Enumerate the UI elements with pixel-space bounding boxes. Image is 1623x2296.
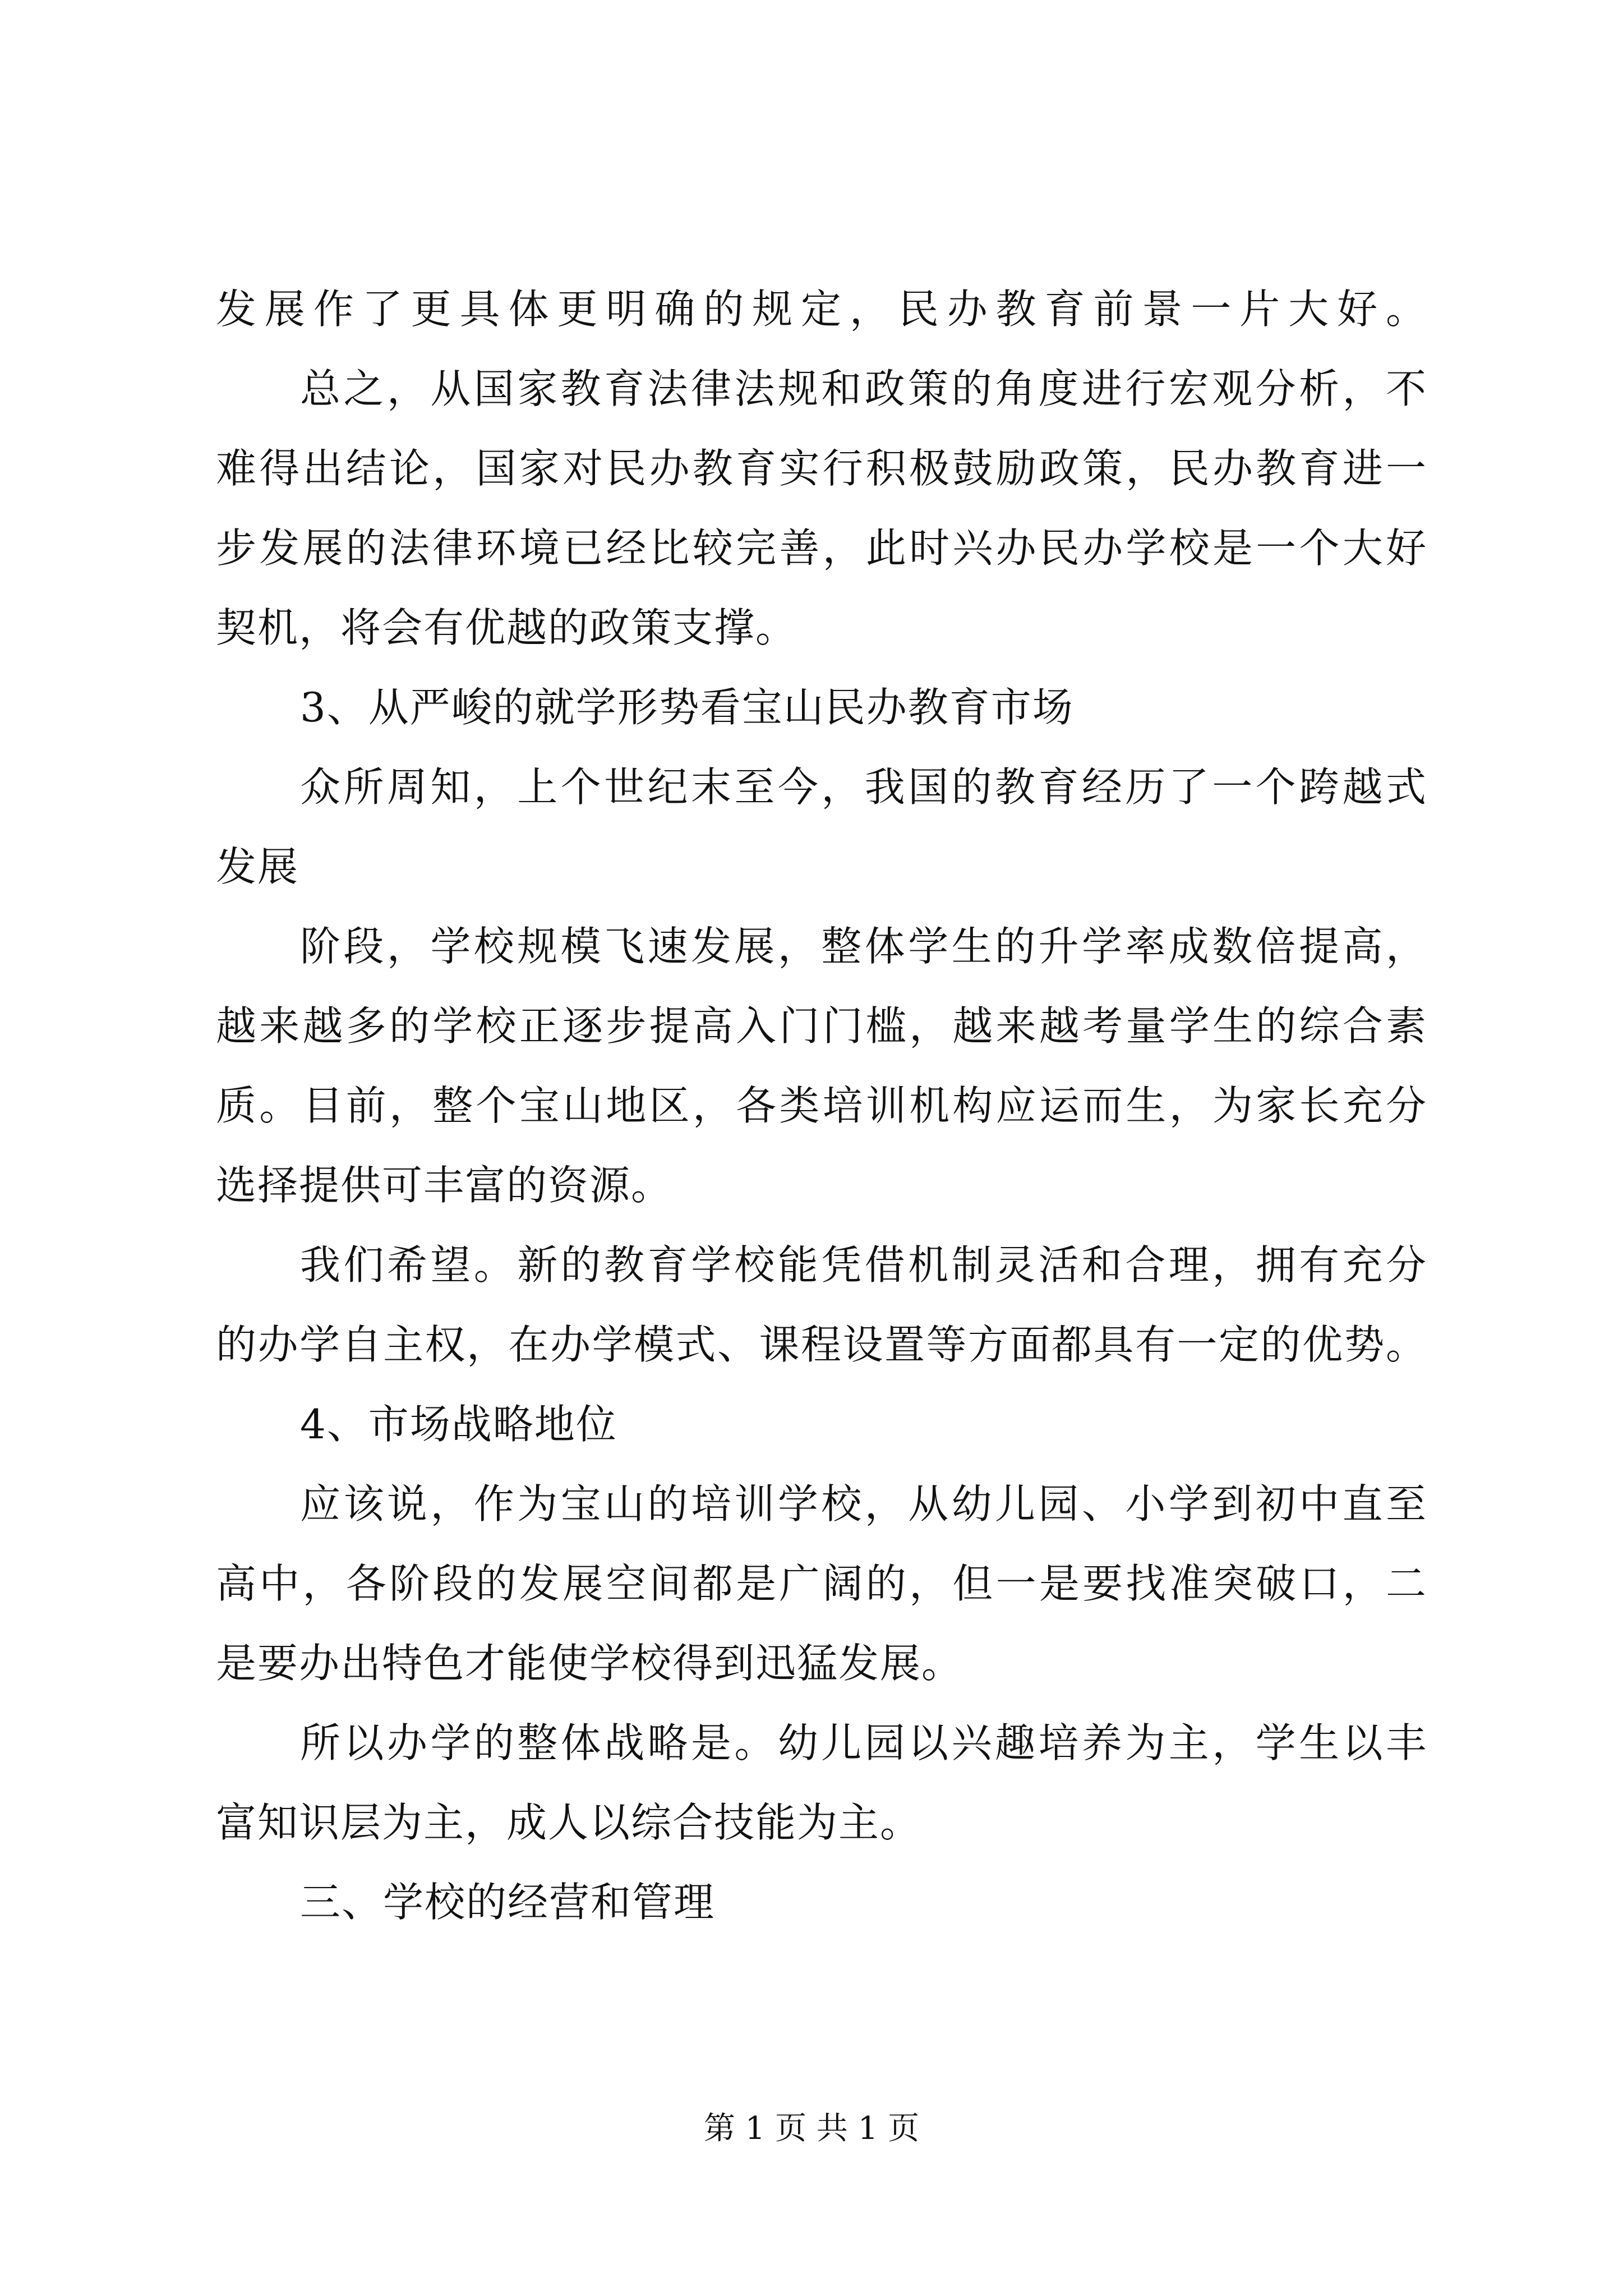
text-line: 总之，从国家教育法律法规和政策的角度进行宏观分析，不: [300, 365, 1427, 412]
text-line: 的办学自主权，在办学模式、课程设置等方面都具有一定的优势。: [216, 1321, 1427, 1368]
text-line: 越来越多的学校正逐步提高入门门槛，越来越考量学生的综合素: [216, 1002, 1427, 1050]
section-heading: 三、学校的经营和管理: [300, 1879, 716, 1926]
text-line: 阶段，学校规模飞速发展，整体学生的升学率成数倍提高，: [300, 923, 1427, 970]
section-heading: 4、市场战略地位: [300, 1401, 617, 1448]
text-line: 众所周知，上个世纪末至今，我国的教育经历了一个跨越式: [300, 763, 1427, 811]
text-line: 发展作了更具体更明确的规定，民办教育前景一片大好。: [216, 286, 1427, 333]
text-line: 我们希望。新的教育学校能凭借机制灵活和合理，拥有充分: [300, 1241, 1427, 1289]
document-body: [216, 269, 1427, 1942]
text-line: 发展: [216, 843, 299, 890]
page-number-footer: 第 1 页 共 1 页: [703, 2110, 920, 2147]
text-line: 选择提供可丰富的资源。: [216, 1162, 673, 1209]
text-line: 高中，各阶段的发展空间都是广阔的，但一是要找准突破口，二: [216, 1560, 1427, 1607]
text-line: 质。目前，整个宝山地区，各类培训机构应运而生，为家长充分: [216, 1082, 1427, 1129]
text-line: 富知识层为主，成人以综合技能为主。: [216, 1799, 922, 1846]
text-line: 难得出结论，国家对民办教育实行积极鼓励政策，民办教育进一: [216, 445, 1427, 492]
section-heading: 3、从严峻的就学形势看宝山民办教育市场: [300, 684, 1074, 731]
text-line: 契机，将会有优越的政策支撑。: [216, 604, 797, 651]
text-line: 是要办出特色才能使学校得到迅猛发展。: [216, 1640, 963, 1687]
text-line: 所以办学的整体战略是。幼儿园以兴趣培养为主，学生以丰: [300, 1719, 1427, 1766]
text-line: 步发展的法律环境已经比较完善，此时兴办民办学校是一个大好: [216, 524, 1427, 572]
text-line: 应该说，作为宝山的培训学校，从幼儿园、小学到初中直至: [300, 1480, 1427, 1527]
